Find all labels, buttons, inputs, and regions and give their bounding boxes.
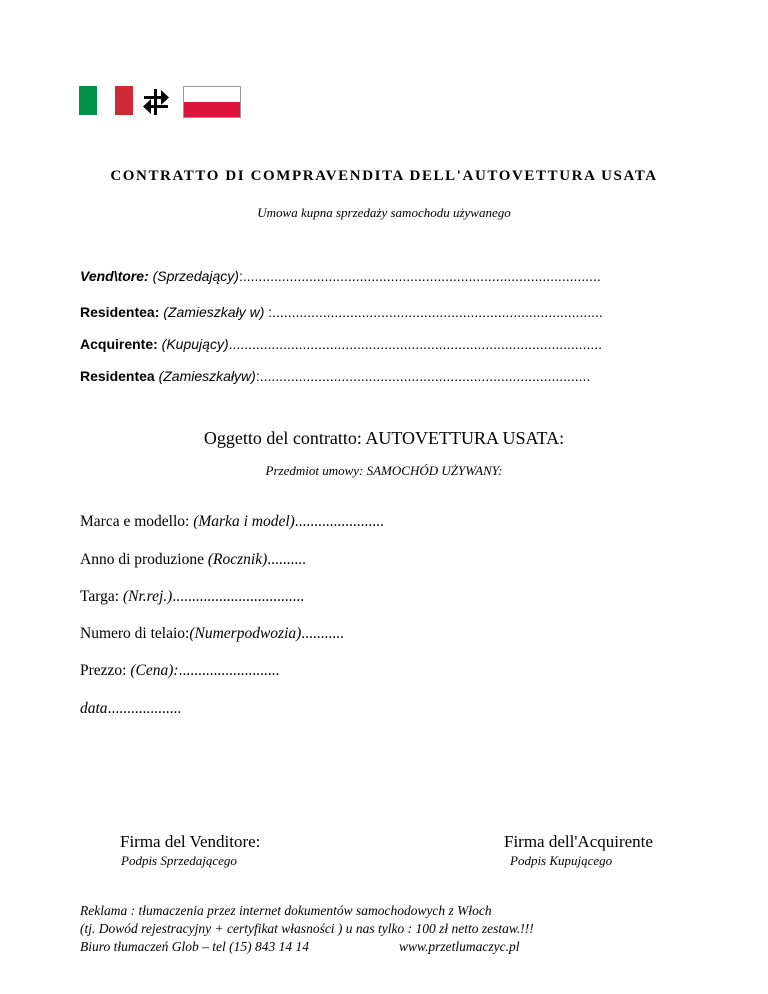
buyer-residence-translation: (Zamieszkaływ): [154, 368, 256, 384]
seller-translation: (Sprzedający): [148, 268, 239, 284]
contract-object-title: Oggetto del contratto: AUTOVETTURA USATA:: [203, 428, 565, 448]
buyer-label: Acquirente:: [80, 336, 158, 352]
footer-line-3-left: Biuro tłumaczeń Glob – tel (15) 843 14 14: [80, 939, 309, 954]
buyer-signature-translation: Podpis Kupującego: [510, 853, 613, 868]
poland-flag-icon: [183, 86, 241, 118]
document-subtitle: Umowa kupna sprzedaży samochodu używanego: [257, 205, 511, 220]
buyer-residence-label: Residentea: [80, 368, 155, 384]
price-line: [80, 662, 279, 680]
year-translation: (Rocznik): [207, 551, 268, 568]
year-label: Anno di produzione: [80, 551, 208, 568]
plate-dots: ..................................: [172, 588, 305, 605]
chassis-label: Numero di telaio:: [80, 625, 190, 642]
seller-residence-translation: (Zamieszkały w): [159, 304, 269, 320]
chassis-translation: (Numerpodwozia): [189, 625, 302, 642]
poland-flag-stripe-red: [184, 102, 240, 117]
footer-line-2: (tj. Dowód rejestracyjny + certyfikat własności ) u nas tylko : 100 zł netto zestaw.!!!: [80, 921, 534, 936]
make-model-dots: .......................: [294, 513, 384, 530]
year-line: [80, 551, 306, 569]
buyer-residence-dots: :.....................................................................................: [255, 368, 591, 384]
year-dots: ..........: [267, 551, 306, 568]
make-model-label: Marca e modello:: [80, 513, 194, 530]
italy-flag-stripe-red: [115, 86, 133, 115]
buyer-dots: ................................................................................................: [228, 336, 603, 352]
buyer-line: [80, 336, 602, 352]
buyer-signature-label: Firma dell'Acquirente: [504, 832, 653, 851]
plate-translation: (Nr.rej.): [122, 588, 173, 605]
seller-dots: :............................................................................................: [238, 268, 601, 284]
swap-arrows-icon: [141, 87, 171, 117]
plate-label: Targa:: [80, 588, 123, 605]
date-line: [80, 700, 181, 718]
contract-object-subtitle: Przedmiot umowy: SAMOCHÓD UŻYWANY:: [265, 463, 503, 478]
date-label: data: [80, 700, 108, 717]
footer-website: www.przetlumaczyc.pl: [399, 939, 520, 954]
price-label: Prezzo:: [80, 662, 131, 679]
chassis-dots: ...........: [301, 625, 344, 642]
poland-flag-stripe-white: [184, 87, 240, 102]
footer-line-1: Reklama : tłumaczenia przez internet dokumentów samochodowych z Włoch: [80, 903, 492, 918]
seller-signature-translation: Podpis Sprzedającego: [121, 853, 237, 868]
document-title: CONTRATTO DI COMPRAVENDITA DELL'AUTOVETTURA USATA: [110, 168, 658, 184]
make-model-line: [80, 513, 384, 531]
seller-label: Vend\tore:: [80, 268, 149, 284]
seller-line: [80, 268, 601, 284]
make-model-translation: (Marka i model): [193, 513, 295, 530]
date-dots: ...................: [107, 700, 182, 717]
buyer-translation: (Kupujący): [157, 336, 229, 352]
buyer-residence-line: [80, 368, 590, 384]
italy-flag-stripe-white: [97, 86, 115, 115]
italy-flag-icon: [79, 86, 133, 115]
plate-line: [80, 588, 304, 606]
seller-residence-label: Residentea:: [80, 304, 160, 320]
price-translation: (Cena):: [130, 662, 179, 679]
italy-flag-stripe-green: [79, 86, 97, 115]
seller-signature-label: Firma del Venditore:: [120, 832, 261, 851]
price-dots: ..........................: [178, 662, 280, 679]
seller-residence-line: [80, 304, 603, 320]
seller-residence-dots: :.....................................................................................: [268, 304, 603, 320]
chassis-line: [80, 625, 344, 643]
